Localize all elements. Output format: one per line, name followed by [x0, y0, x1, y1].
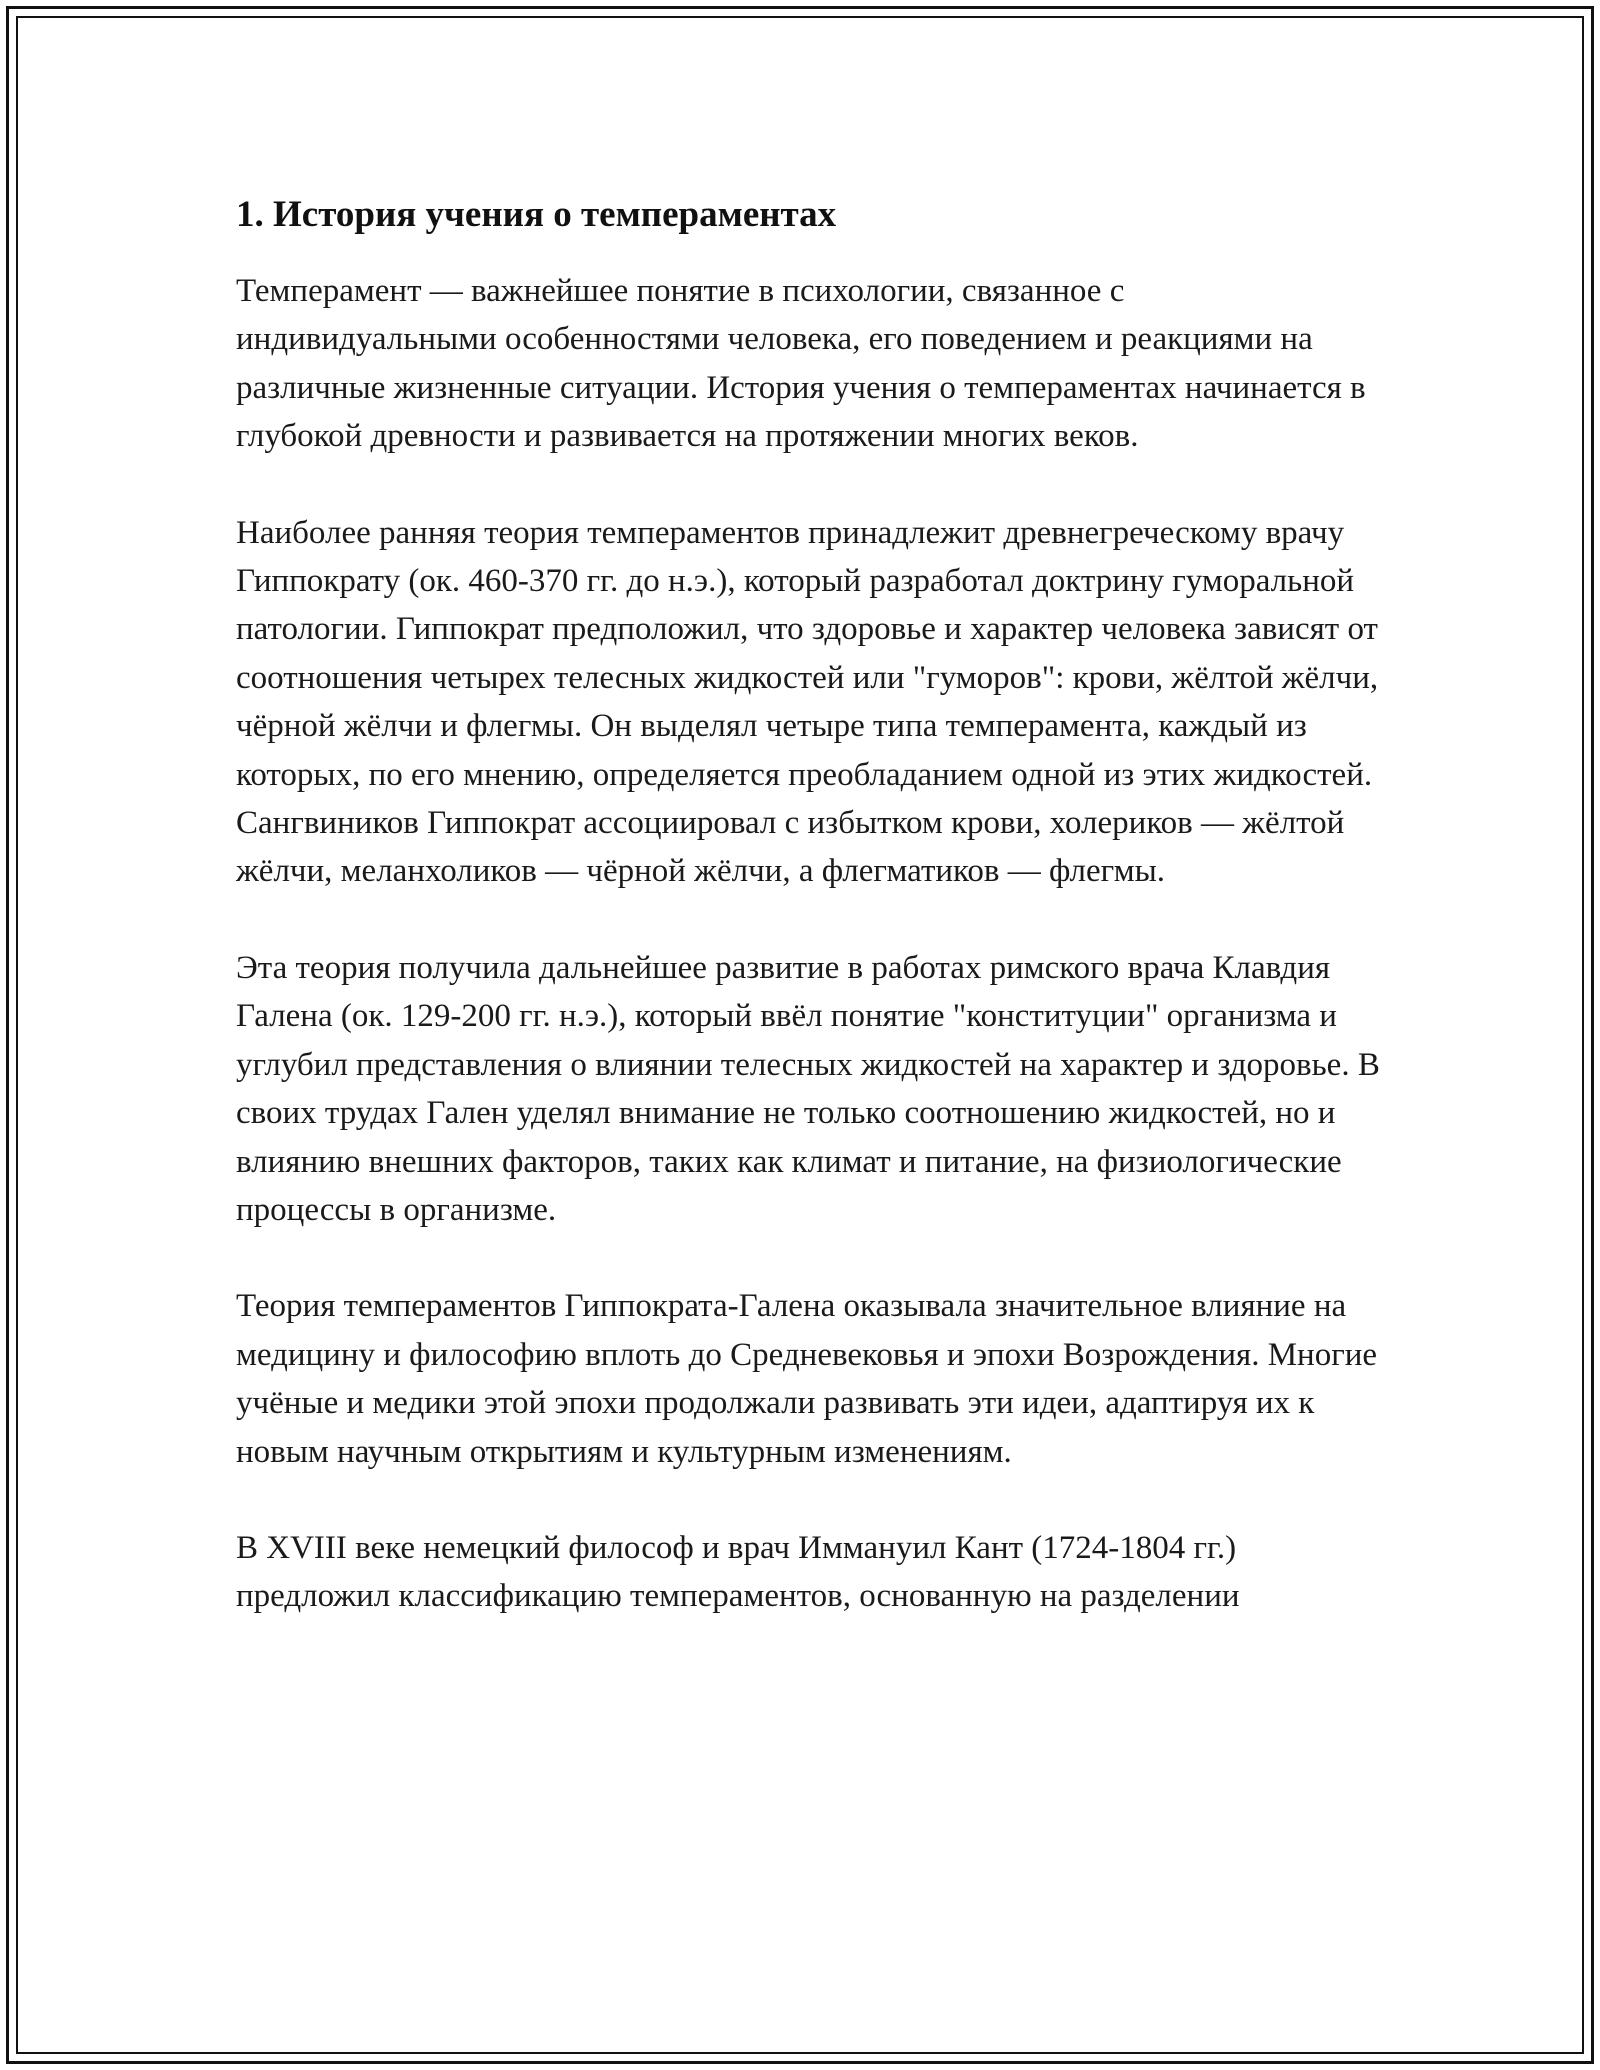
- section-heading: 1. История учения о темпераментах: [236, 194, 837, 235]
- paragraph-kant: В XVIII веке немецкий философ и врач Иммануил Кант (1724-1804 гг.) предложил классификацию темпераментов, основанную на разделении: [236, 1529, 1240, 1615]
- paragraph-middle-ages: Теория темпераментов Гиппократа-Галена оказывала значительное влияние на медицину и философию вплоть до Средневековья и эпохи Возрождения. Многие учёные и медики этой эпохи продолжали развивать эти идеи, адаптируя их к новым научным открытиям и культурным изменениям.: [236, 1288, 1378, 1470]
- paragraph-galen: Эта теория получила дальнейшее развитие в работах римского врача Клавдия Галена (ок. 129-200 гг. н.э.), который ввёл понятие "конституции" организма и углубил представления о влиянии телесных жидкостей на характер и здоровье. В своих трудах Гален уделял внимание не только соотношению жидкостей, но и влиянию внешних факторов, таких как климат и питание, на физиологические процессы в организме.: [236, 949, 1380, 1228]
- paragraph-hippocrates: Наиболее ранняя теория темпераментов принадлежит древнегреческому врачу Гиппократу (ок. 460-370 гг. до н.э.), который разработал доктрину гуморальной патологии. Гиппократ предположил, что здоровье и характер человека зависят от соотношения четырех телесных жидкостей или "гуморов": крови, жёлтой жёлчи, чёрной жёлчи и флегмы. Он выделял четыре типа темперамента, каждый из которых, по его мнению, определяется преобладанием одной из этих жидкостей. Сангвиников Гиппократ ассоциировал с избытком крови, холериков — жёлтой жёлчи, меланхоликов — чёрной жёлчи, а флегматиков — флегмы.: [236, 514, 1379, 890]
- document-body: [236, 185, 1386, 1669]
- paragraph-intro: Темперамент — важнейшее понятие в психологии, связанное с индивидуальными особенностями человека, его поведением и реакциями на различные жизненные ситуации. История учения о темпераментах начинается в глубокой древности и развивается на протяжении многих веков.: [236, 273, 1366, 455]
